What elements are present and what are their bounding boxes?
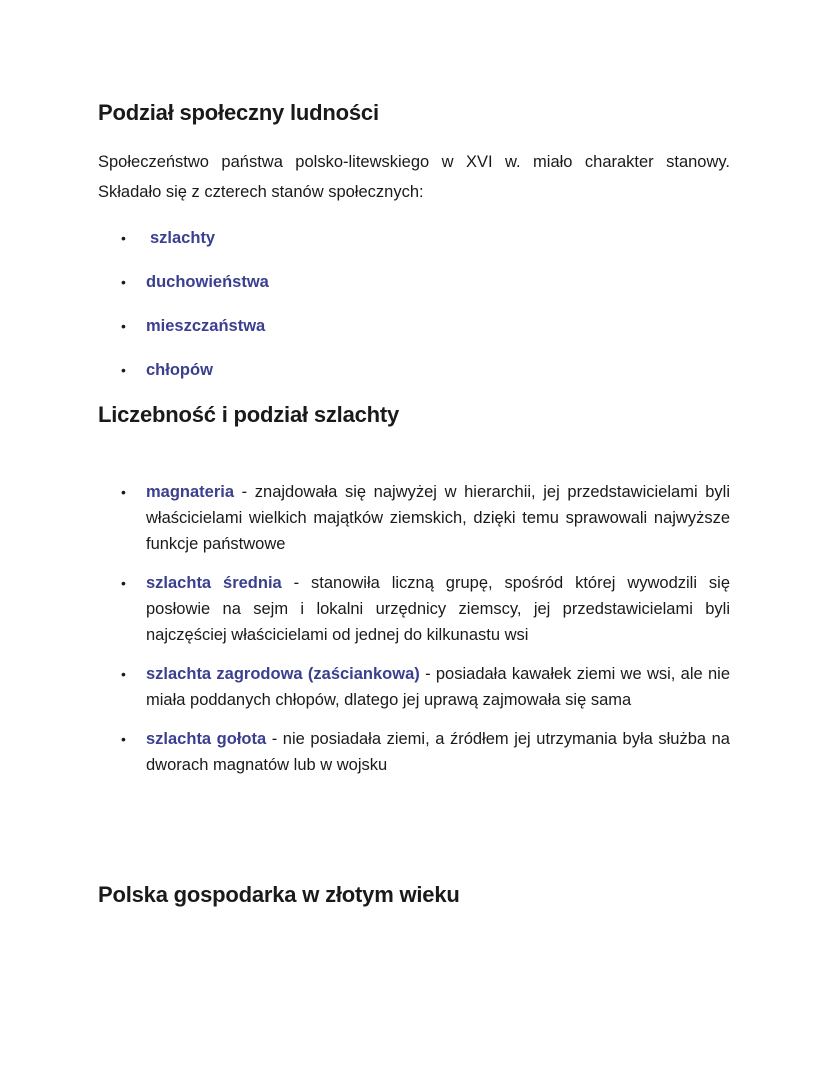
list-item — [98, 570, 730, 648]
list-item — [98, 313, 730, 357]
heading-economy: Polska gospodarka w złotym wieku — [98, 882, 460, 907]
estates-list — [98, 225, 730, 401]
list-item — [98, 479, 730, 557]
list-item — [98, 661, 730, 713]
estate-term: mieszczaństwa — [146, 317, 266, 335]
term: szlachta gołota — [146, 730, 267, 748]
list-item — [98, 726, 730, 778]
list-item — [98, 269, 730, 313]
term: szlachta zagrodowa (zaściankowa) — [146, 665, 420, 683]
term: magnateria — [146, 483, 235, 501]
intro-paragraph: Społeczeństwo państwa polsko-litewskiego w XVI w. miało charakter stanowy. Składało się z czterech stanów społecznych: — [98, 153, 730, 201]
description: - stanowiła liczną grupę, spośród której wywodzili się posłowie na sejm i lokalni urzędnicy ziemscy, jej przedstawicielami byli najczęściej właścicielami od jednej do kilkunastu wsi — [146, 574, 731, 644]
term: szlachta średnia — [146, 574, 282, 592]
nobility-list — [98, 479, 730, 791]
heading-nobility: Liczebność i podział szlachty — [98, 402, 400, 427]
estate-term: duchowieństwa — [146, 273, 269, 291]
description: - posiadała kawałek ziemi we wsi, ale nie miała poddanych chłopów, dlatego jej uprawą zajmowała się sama — [146, 665, 730, 709]
description: - nie posiadała ziemi, a źródłem jej utrzymania była służba na dworach magnatów lub w wojsku — [146, 730, 730, 774]
list-item — [98, 225, 730, 269]
estate-term: chłopów — [146, 361, 213, 379]
estate-term: szlachty — [150, 229, 216, 247]
description: - znajdowała się najwyżej w hierarchii, jej przedstawicielami byli właścicielami wielkich majątków ziemskich, dzięki temu sprawowali najwyższe funkcje państwowe — [146, 483, 730, 553]
list-item — [98, 357, 730, 401]
heading-social-division: Podział społeczny ludności — [98, 100, 379, 125]
